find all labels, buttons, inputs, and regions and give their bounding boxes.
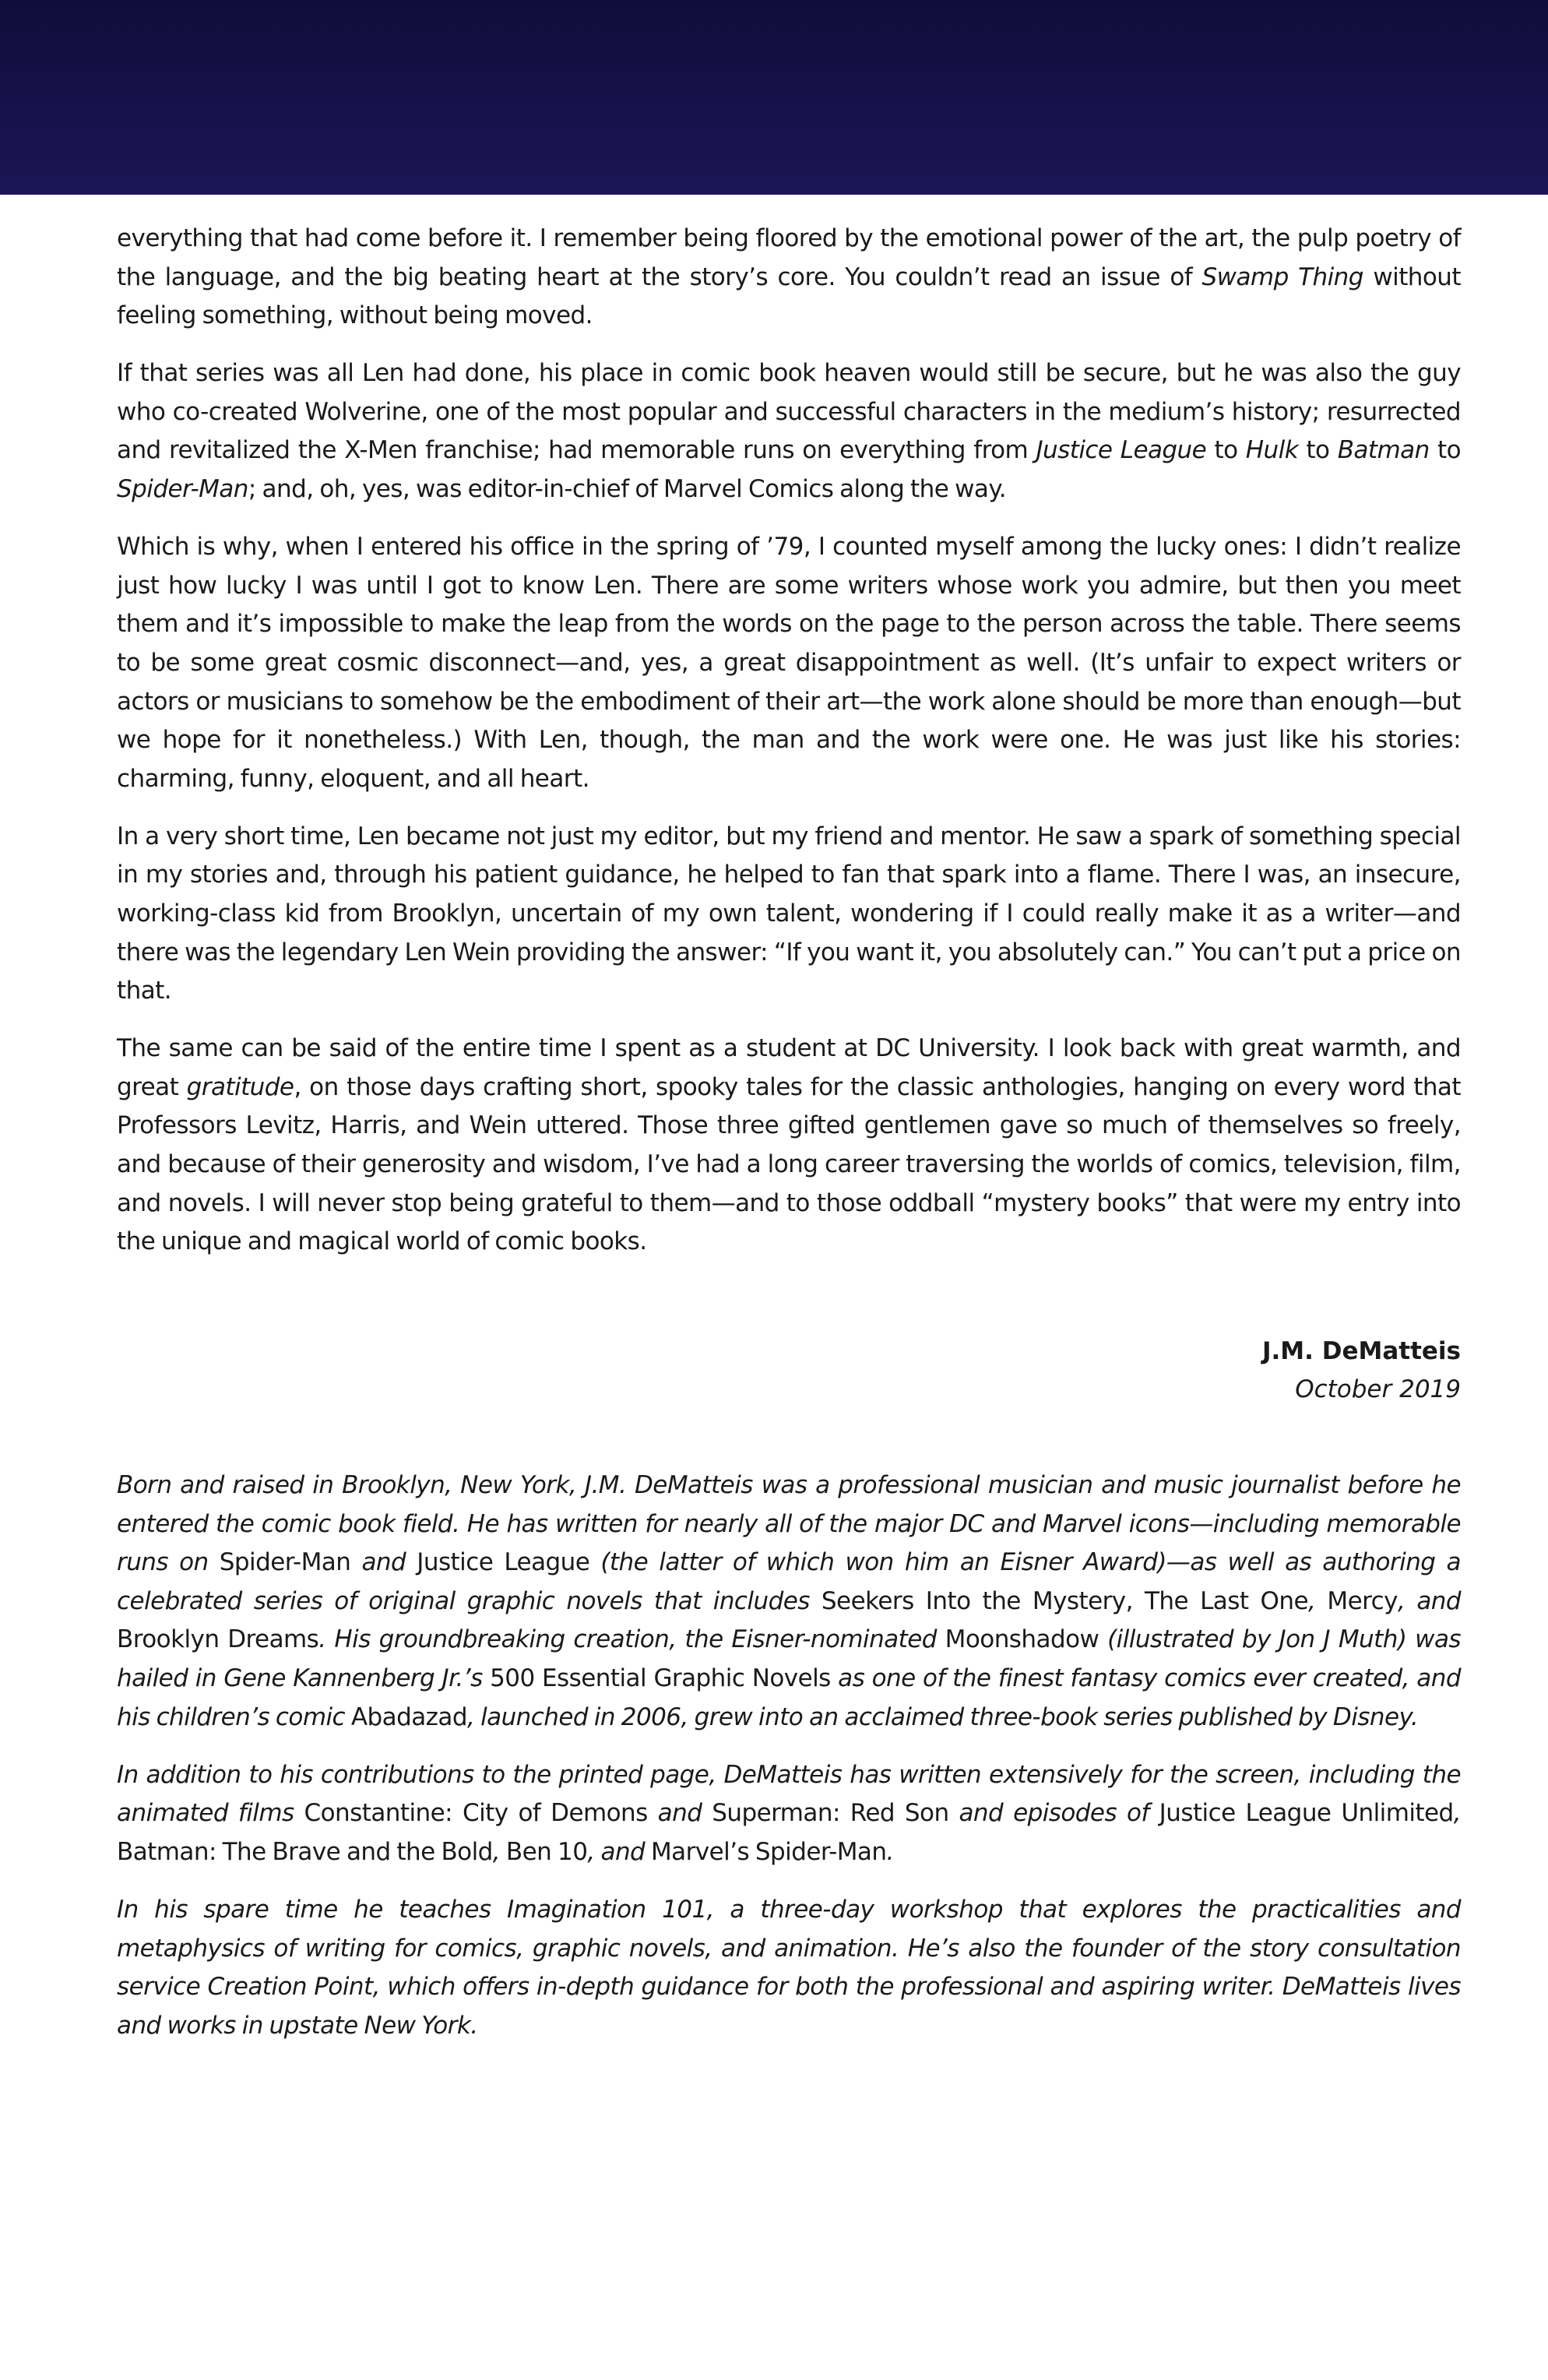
signature-block <box>117 1333 1461 1410</box>
essay-paragraph-5: The same can be said of the entire time I spent as a student at DC University. I look back with great warmth, and great gratitude, on those days crafting short, spooky tales for the classic anthologies, hanging on every word that Professors Levitz, Harris, and Wein uttered. Those three gifted gentlemen gave so much of themselves so freely, and because of their generosity and wisdom, I’ve had a long career traversing the worlds of comics, television, film, and novels. I will never stop being grateful to them—and to those oddball “mystery books” that were my entry into the unique and magical world of comic books. <box>117 1034 1461 1256</box>
essay-paragraph-2: If that series was all Len had done, his place in comic book heaven would still be secure, but he was also the guy who co-created Wolverine, one of the most popular and successful characters in the medium’s history; resurrected and revitalized the X-Men franchise; had memorable runs on everything from Justice League to Hulk to Batman to Spider-Man; and, oh, yes, was editor-in-chief of Marvel Comics along the way. <box>117 359 1461 504</box>
signature-date: October 2019 <box>1295 1375 1461 1404</box>
header-band <box>0 0 1548 195</box>
bio-paragraph-1: Born and raised in Brooklyn, New York, J.M. DeMatteis was a professional musician and music journalist before he entered the comic book field. He has written for nearly all of the major DC and Marvel icons—including memorable runs on Spider-Man and Justice League (the latter of which won him an Eisner Award)—as well as authoring a celebrated series of original graphic novels that includes Seekers Into the Mystery, The Last One, Mercy, and Brooklyn Dreams. His groundbreaking creation, the Eisner-nominated Moonshadow (illustrated by Jon J Muth) was hailed in Gene Kannenberg Jr.’s 500 Essential Graphic Novels as one of the finest fantasy comics ever created, and his children’s comic Abadazad, launched in 2006, grew into an acclaimed three-book series published by Disney. <box>117 1471 1462 1731</box>
bio-paragraph-3: In his spare time he teaches Imagination 101, a three-day workshop that explores the practicalities and metaphysics of writing for comics, graphic novels, and animation. He’s also the founder of the story consultation service Creation Point, which offers in-depth guidance for both the professional and aspiring writer. DeMatteis lives and works in upstate New York. <box>117 1895 1461 2040</box>
title-swamp-thing: Swamp Thing <box>1201 262 1363 291</box>
essay-paragraph-3: Which is why, when I entered his office in the spring of ’79, I counted myself among the lucky ones: I didn’t realize just how lucky I was until I got to know Len. There are some writers whose work you admire, but then you meet them and it’s impossible to make the leap from the words on the page to the person across the table. There seems to be some great cosmic disconnect—and, yes, a great disappointment as well. (It’s unfair to expect writers or actors or musicians to somehow be the embodiment of their art—the work alone should be more than enough—but we hope for it nonetheless.) With Len, though, the man and the work were one. He was just like his stories: charming, funny, eloquent, and all heart. <box>117 533 1461 793</box>
bio-paragraph-2: In addition to his contributions to the printed page, DeMatteis has written extensively for the screen, including the animated films Constantine: City of Demons and Superman: Red Son and episodes of Justice League Unlimited, Batman: The Brave and the Bold, Ben 10, and Marvel’s Spider-Man. <box>117 1760 1461 1866</box>
essay-paragraph-4: In a very short time, Len became not just my editor, but my friend and mentor. He saw a spark of something special in my stories and, through his patient guidance, he helped to fan that spark into a flame. There I was, an insecure, working-class kid from Brooklyn, uncertain of my own talent, wondering if I could really make it as a writer—and there was the legendary Len Wein providing the answer: “If you want it, you absolutely can.” You can’t put a price on that. <box>117 822 1461 1005</box>
author-bio <box>117 1466 1461 2045</box>
author-name: J.M. DeMatteis <box>1262 1336 1461 1365</box>
page-content <box>117 220 1461 2045</box>
essay-paragraph-1: everything that had come before it. I remember being floored by the emotional power of the art, the pulp poetry of the language, and the big beating heart at the story’s core. You couldn’t read an issue of Swamp Thing without feeling something, without being moved. <box>117 224 1462 330</box>
